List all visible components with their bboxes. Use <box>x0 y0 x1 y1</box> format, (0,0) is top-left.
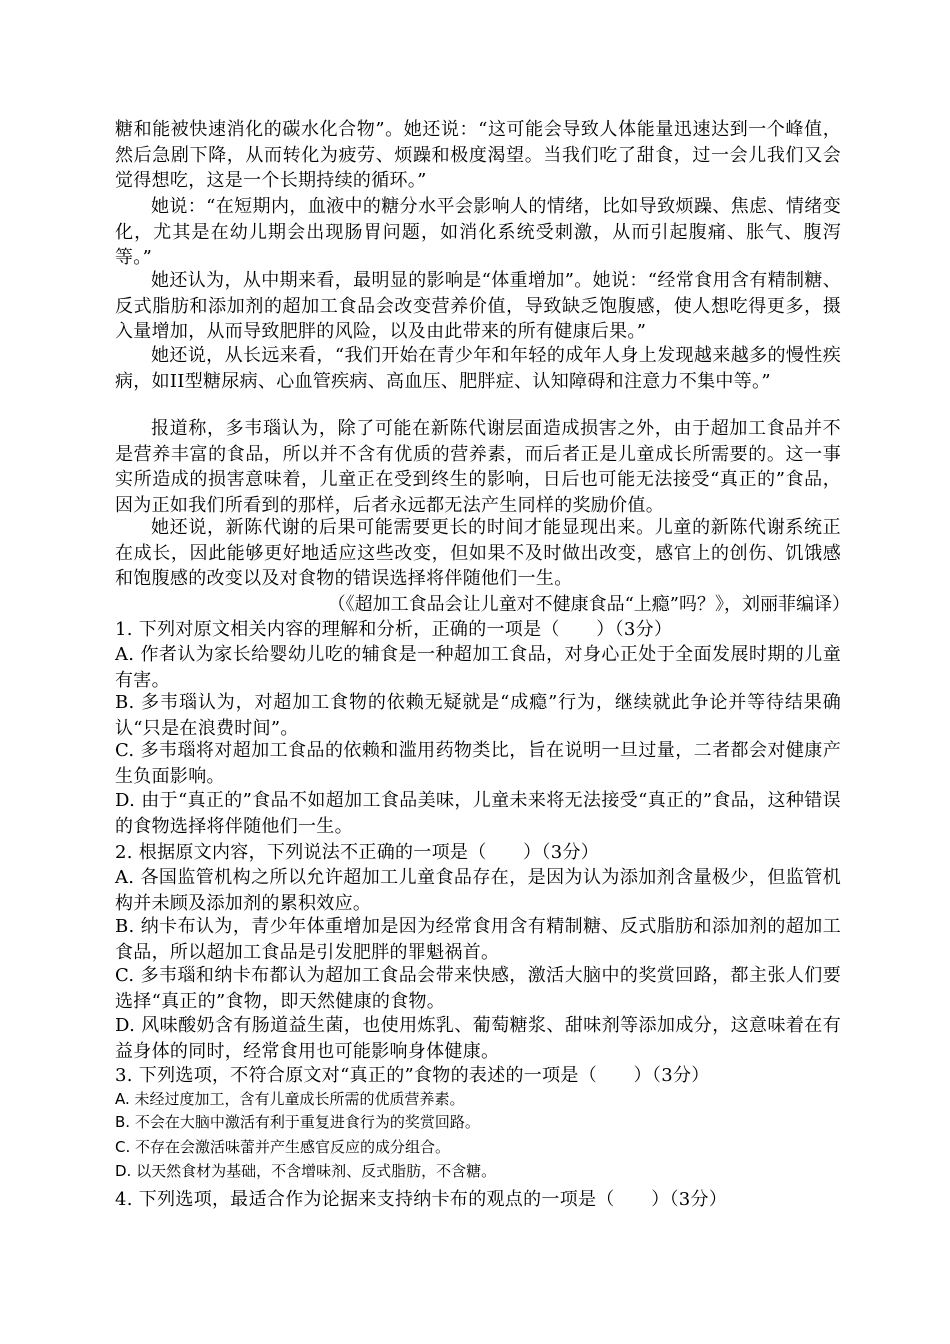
question-3-option-b: B. 不会在大脑中激活有利于重复进食行为的奖赏回路。 <box>115 1113 480 1131</box>
passage-paragraph-1: 糖和能被快速消化的碳水化合物”。她还说：“这可能会导致人体能量迅速达到一个峰值，然后急剧下降，从而转化为疲劳、烦躁和极度渴望。当我们吃了甜食，过一会儿我们又会觉得想吃，这是一个长期持续的循环。” <box>115 119 841 192</box>
passage-paragraph-4: 她还说，从长远来看，“我们开始在青少年和年轻的成年人身上发现越来越多的慢性疾病，如II型糖尿病、心血管疾病、高血压、肥胖症、认知障碍和注意力不集中等。” <box>115 345 841 392</box>
question-1-option-a: A. 作者认为家长给婴幼儿吃的辅食是一种超加工食品，对身心正处于全面发展时期的儿童有害。 <box>115 644 841 691</box>
question-3-option-a: A. 未经过度加工，含有儿童成长所需的优质营养素。 <box>115 1090 465 1108</box>
question-1-stem: 1. 下列对原文相关内容的理解和分析，正确的一项是（ ）（3分） <box>115 619 673 640</box>
question-3-option-c: C. 不存在会激活味蕾并产生感官反应的成分组合。 <box>115 1138 451 1156</box>
question-2-option-b: B. 纳卡布认为，青少年体重增加是因为经常食用含有精制糖、反式脂肪和添加剂的超加工食品，所以超加工食品是引发肥胖的罪魁祸首。 <box>115 916 841 963</box>
passage-paragraph-2: 她说：“在短期内，血液中的糖分水平会影响人的情绪，比如导致烦躁、焦虑、情绪变化，尤其是在幼儿期会出现肠胃问题，如消化系统受刺激，从而引起腹痛、胀气、腹泻等。” <box>115 196 841 269</box>
passage-paragraph-3: 她还认为，从中期来看，最明显的影响是“体重增加”。她说：“经常食用含有精制糖、反式脂肪和添加剂的超加工食品会改变营养价值，导致缺乏饱腹感，使人想吃得更多，摄入量增加，从而导致肥胖的风险，以及由此带来的所有健康后果。” <box>115 270 841 343</box>
source-citation: （《超加工食品会让儿童对不健康食品“上瘾”吗？》，刘丽菲编译） <box>327 594 850 615</box>
question-1-option-c: C. 多韦瑙将对超加工食品的依赖和滥用药物类比，旨在说明一旦过量，二者都会对健康产生负面影响。 <box>115 740 841 787</box>
passage-paragraph-6: 她还说，新陈代谢的后果可能需要更长的时间才能显现出来。儿童的新陈代谢系统正在成长，因此能够更好地适应这些改变，但如果不及时做出改变，感官上的创伤、饥饿感和饱腹感的改变以及对食物的错误选择将伴随他们一生。 <box>115 517 841 590</box>
question-1-option-b: B. 多韦瑙认为，对超加工食物的依赖无疑就是“成瘾”行为，继续就此争论并等待结果确认“只是在浪费时间”。 <box>115 692 841 739</box>
question-3-stem: 3. 下列选项，不符合原文对“真正的”食物的表述的一项是（ ）（3分） <box>115 1065 710 1086</box>
question-4-stem: 4. 下列选项，最适合作为论据来支持纳卡布的观点的一项是（ ）（3分） <box>115 1189 728 1210</box>
passage-paragraph-5: 报道称，多韦瑙认为，除了可能在新陈代谢层面造成损害之外，由于超加工食品并不是营养丰富的食品，所以并不含有优质的营养素，而后者正是儿童成长所需要的。这一事实所造成的损害意味着，儿童正在受到终生的影响，日后也可能无法接受“真正的”食品，因为正如我们所看到的那样，后者永远都无法产生同样的奖励价值。 <box>115 418 841 517</box>
question-1-option-d: D. 由于“真正的”食品不如超加工食品美味，儿童未来将无法接受“真正的”食品，这种错误的食物选择将伴随他们一生。 <box>115 790 841 837</box>
question-2-option-d: D. 风味酸奶含有肠道益生菌，也使用炼乳、葡萄糖浆、甜味剂等添加成分，这意味着在有益身体的同时，经常食用也可能影响身体健康。 <box>115 1015 841 1062</box>
question-2-option-c: C. 多韦瑙和纳卡布都认为超加工食品会带来快感，激活大脑中的奖赏回路，都主张人们要选择“真正的”食物，即天然健康的食物。 <box>115 965 841 1012</box>
question-2-stem: 2. 根据原文内容，下列说法不正确的一项是（ ）（3分） <box>115 842 600 863</box>
question-2-option-a: A. 各国监管机构之所以允许超加工儿童食品存在，是因为认为添加剂含量极少，但监管机构并未顾及添加剂的累积效应。 <box>115 867 841 914</box>
question-3-option-d: D. 以天然食材为基础，不含增味剂、反式脂肪，不含糖。 <box>115 1162 497 1180</box>
